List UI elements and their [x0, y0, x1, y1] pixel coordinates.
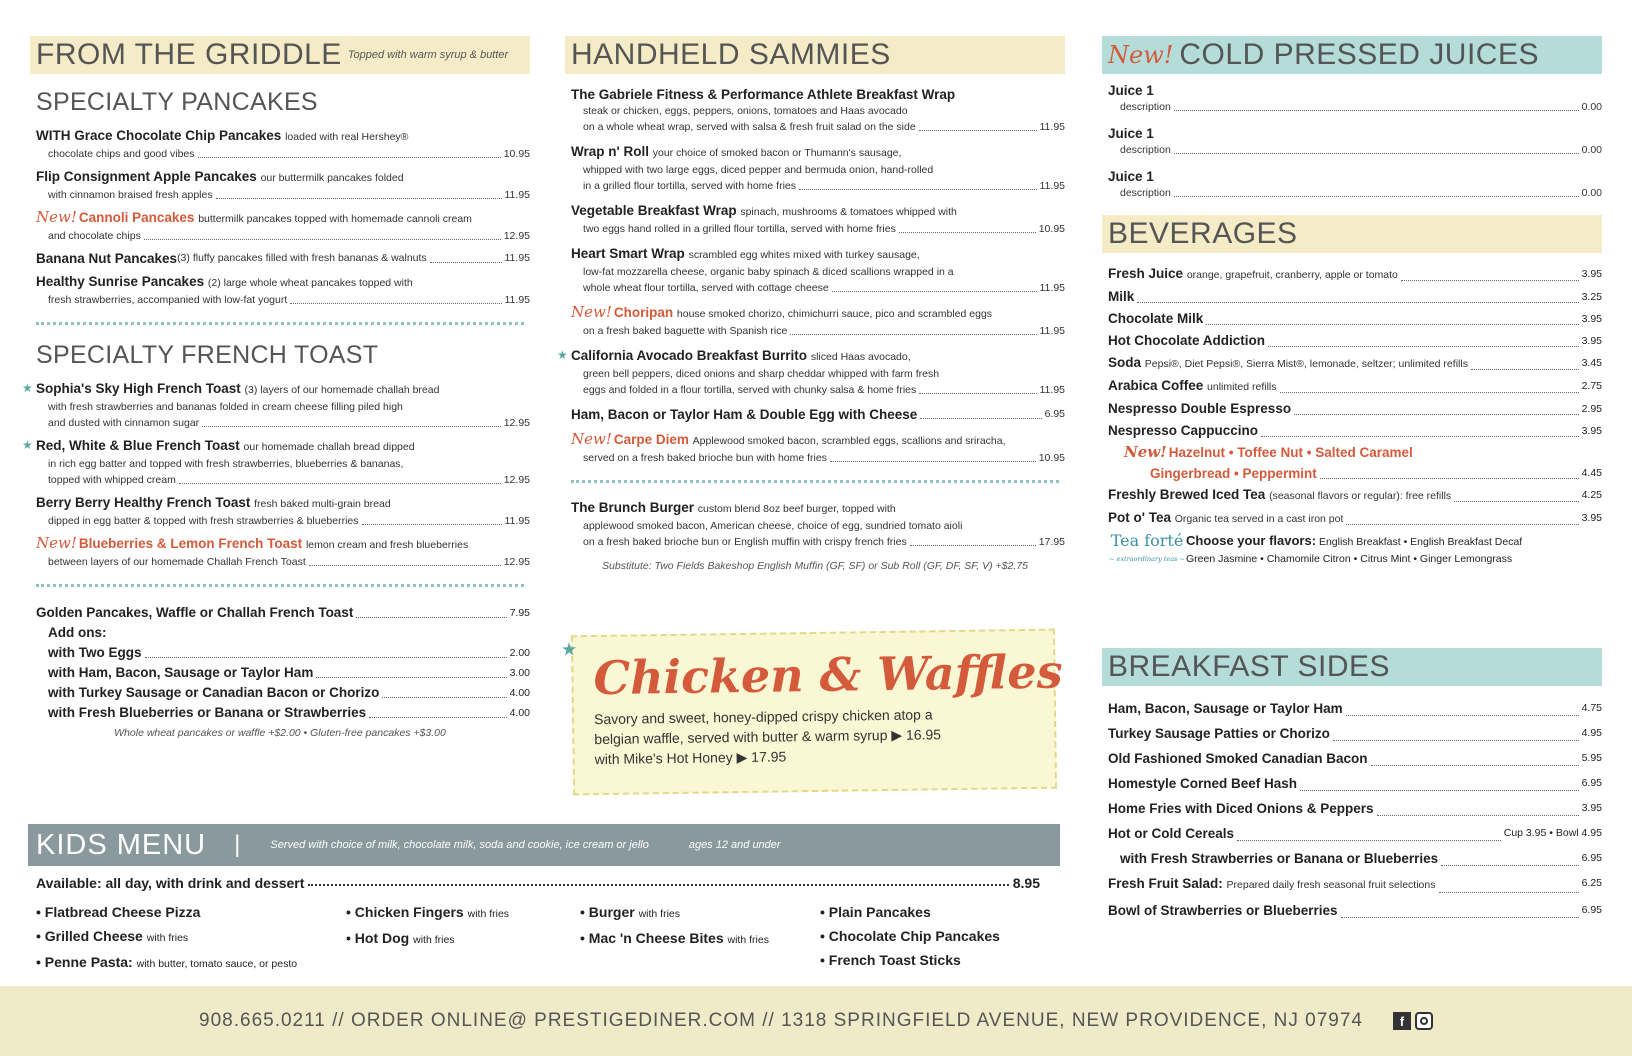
item-name: Vegetable Breakfast Wrap — [571, 203, 737, 218]
menu-item — [1108, 771, 1602, 796]
kids-divider: | — [234, 831, 241, 858]
desc-line: in a grilled flour tortilla, served with home fries 11.95 — [583, 180, 1065, 192]
price: Cup 3.95 • Bowl 4.95 — [1503, 827, 1602, 839]
item-name: Juice 1 — [1108, 169, 1154, 184]
menu-item — [571, 499, 1065, 550]
desc-line: two eggs hand rolled in a grilled flour tortilla, served with home fries 10.95 — [583, 223, 1065, 235]
desc-line: with cinnamon braised fresh apples 11.95 — [48, 189, 530, 201]
griddle-header — [30, 36, 530, 74]
item-name: Wrap n' Roll — [571, 144, 649, 159]
menu-item — [36, 209, 530, 244]
item-name: California Avocado Breakfast Burrito — [571, 348, 808, 363]
chicken-waffles-title: Chicken & Waffles — [593, 644, 1063, 706]
desc-line: low-fat mozzarella cheese, organic baby spinach & diced scallions wrapped in a — [583, 266, 954, 278]
item-name: Turkey Sausage Patties or Chorizo — [1108, 726, 1330, 741]
desc-line: dipped in egg batter & topped with fresh strawberries & blueberries 11.95 — [48, 515, 530, 527]
item-desc: lemon cream and fresh blueberries — [305, 539, 469, 551]
price: 12.95 — [503, 417, 530, 429]
item-desc: Applewood smoked bacon, scrambled eggs, scallions and sriracha, — [692, 435, 1006, 447]
kids-item: • Hot Dog with fries — [346, 930, 455, 946]
desc-line: whole wheat flour tortilla, served with cottage cheese 11.95 — [583, 282, 1065, 294]
item-name: Flip Consignment Apple Pancakes — [36, 169, 257, 184]
price: 2.95 — [1581, 403, 1602, 415]
pancake-list — [30, 127, 530, 308]
instagram-icon[interactable] — [1415, 1012, 1433, 1030]
item-name: Pot o' Tea — [1108, 510, 1171, 525]
desc-line: steak or chicken, eggs, peppers, onions, tomatoes and Haas avocado — [583, 105, 908, 117]
price: 4.95 — [1581, 727, 1602, 739]
menu-item — [1108, 696, 1602, 721]
social-icons — [1393, 1012, 1433, 1030]
item-name: Milk — [1108, 289, 1135, 304]
price: 17.95 — [1038, 536, 1065, 548]
menu-item — [36, 494, 530, 529]
pancakes-title: SPECIALTY PANCAKES — [36, 88, 318, 116]
item-desc: house smoked chorizo, chimichurri sauce, pico and scrambled eggs — [676, 308, 993, 320]
chicken-waffles-desc — [594, 703, 1035, 769]
kids-item: • Mac 'n Cheese Bites with fries — [580, 930, 769, 946]
price: 0.00 — [1581, 144, 1602, 156]
new-label: New! — [36, 535, 77, 552]
tea-forte — [1108, 532, 1602, 568]
price: 4.00 — [509, 707, 530, 719]
kids-item: • French Toast Sticks — [820, 952, 961, 968]
price: 3.95 — [1581, 425, 1602, 437]
menu-item — [571, 431, 1065, 466]
substitute-note: Substitute: Two Fields Bakeshop English Muffin (GF, SF) or Sub Roll (GF, DF, SF, V) +$2.75 — [602, 560, 1028, 572]
menu-item — [1108, 286, 1602, 308]
menu-item — [1108, 398, 1602, 420]
menu-item — [1108, 352, 1602, 375]
menu-item — [36, 168, 530, 203]
kids-price: 8.95 — [1012, 875, 1040, 891]
menu-item — [1108, 420, 1602, 442]
menu-item — [22, 437, 530, 488]
desc-line: topped with whipped cream 12.95 — [48, 474, 530, 486]
price: 6.95 — [1581, 777, 1602, 789]
juices-title: COLD PRESSED JUICES — [1179, 38, 1539, 71]
addon-list — [30, 643, 530, 723]
desc-line: between layers of our homemade Challah French Toast 12.95 — [48, 556, 530, 568]
item-name: The Gabriele Fitness & Performance Athlete Breakfast Wrap — [571, 87, 956, 102]
price: 12.95 — [503, 474, 530, 486]
beverage-list — [1102, 263, 1602, 442]
desc-line: chocolate chips and good vibes 10.95 — [48, 148, 530, 160]
juices-header — [1102, 36, 1602, 74]
golden-item — [36, 603, 530, 623]
juice-item — [1108, 125, 1602, 158]
menu-item — [571, 304, 1065, 339]
chicken-waffles-line2: belgian waffle, served with butter & warm syrup ▶ 16.95 — [594, 726, 942, 748]
price: 3.95 — [1581, 313, 1602, 325]
footer-text: 908.665.0211 // ORDER ONLINE@ PRESTIGEDINER.COM // 1318 SPRINGFIELD AVENUE, NEW PROVIDENCE, NJ 07974 — [199, 1010, 1363, 1031]
item-name: Healthy Sunrise Pancakes — [36, 274, 205, 289]
chicken-waffles-line3: with Mike's Hot Honey ▶ 17.95 — [594, 748, 787, 768]
item-name: Home Fries with Diced Onions & Peppers — [1108, 801, 1374, 816]
price: 3.95 — [1581, 512, 1602, 524]
chicken-waffles-panel — [560, 629, 1063, 796]
item-desc: (2) large whole wheat pancakes topped with — [207, 277, 413, 289]
desc-line: description 0.00 — [1120, 187, 1602, 199]
toast-list — [22, 380, 530, 570]
item-desc: Organic tea served in a cast iron pot — [1174, 513, 1344, 525]
menu-item — [22, 380, 530, 431]
desc-line: applewood smoked bacon, American cheese, choice of egg, sundried tomato aioli — [583, 520, 963, 532]
flavors-price: 4.45 — [1581, 467, 1602, 479]
price: 11.95 — [504, 252, 530, 264]
price: 10.95 — [503, 148, 530, 160]
star-icon: ★ — [22, 438, 33, 452]
griddle-column — [22, 36, 530, 739]
desc-line: description 0.00 — [1120, 144, 1602, 156]
kids-item: • Flatbread Cheese Pizza — [36, 904, 201, 920]
price: 10.95 — [1038, 452, 1065, 464]
item-name: Banana Nut Pancakes — [36, 251, 178, 266]
item-name: Choripan — [613, 305, 674, 320]
item-desc: loaded with real Hershey® — [285, 131, 409, 143]
desc-line: with fresh strawberries and bananas folded in cream cheese filling piled high — [48, 401, 403, 413]
golden-name: Golden Pancakes, Waffle or Challah French Toast — [36, 605, 354, 620]
item-desc: Prepared daily fresh seasonal fruit selections — [1226, 879, 1436, 891]
menu-item — [557, 347, 1065, 398]
item-name: Nespresso Double Espresso — [1108, 401, 1292, 416]
price: 4.00 — [509, 687, 530, 699]
divider — [36, 322, 524, 325]
menu-item — [36, 127, 530, 162]
toast-title: SPECIALTY FRENCH TOAST — [36, 341, 379, 369]
new-label: New! — [36, 209, 77, 226]
sammies-list — [557, 86, 1065, 466]
item-desc: unlimited refills — [1207, 381, 1277, 393]
price: 6.95 — [1581, 904, 1602, 916]
desc-line: in rich egg batter and topped with fresh strawberries, blueberries & bananas, — [48, 458, 404, 470]
item-name: with Fresh Strawberries or Banana or Blueberries — [1120, 851, 1439, 866]
item-desc: scrambled egg whites mixed with turkey sausage, — [688, 249, 920, 261]
menu-item — [1108, 263, 1602, 286]
price: 12.95 — [503, 556, 530, 568]
menu-item — [1108, 330, 1602, 352]
item-desc: sliced Haas avocado, — [810, 351, 911, 363]
addon-item: with Fresh Blueberries or Banana or Strawberries 4.00 — [48, 703, 530, 723]
item-desc: fresh baked multi-grain bread — [254, 498, 391, 510]
price: 3.95 — [1581, 268, 1602, 280]
kids-ages: ages 12 and under — [688, 839, 781, 851]
price: 11.95 — [504, 294, 530, 306]
flavors-line2: Gingerbread • Peppermint — [1150, 466, 1317, 481]
facebook-icon[interactable]: f — [1393, 1012, 1411, 1030]
menu-item — [1108, 721, 1602, 746]
item-name: Juice 1 — [1108, 126, 1154, 141]
item-desc: (3) layers of our homemade challah bread — [244, 384, 440, 396]
tea-forte-logo: Tea forté ~ extraordinary teas ~ — [1109, 531, 1185, 563]
beverages-header — [1102, 215, 1602, 253]
menu-item — [1108, 871, 1602, 898]
price: 3.00 — [509, 667, 530, 679]
kids-availability: Available: all day, with drink and dessert 8.95 — [36, 875, 1040, 891]
menu-item — [571, 406, 1065, 423]
price: 11.95 — [1039, 282, 1065, 294]
sammies-header — [565, 36, 1065, 74]
kids-col-1 — [36, 900, 297, 976]
item-desc: custom blend 8oz beef burger, topped with — [697, 503, 896, 515]
price: 4.75 — [1581, 702, 1602, 714]
menu-item — [1108, 375, 1602, 398]
item-name: Cannoli Pancakes — [78, 210, 195, 225]
flavors-line1: New! Hazelnut • Toffee Nut • Salted Caramel — [1124, 443, 1413, 461]
menu-item — [1108, 308, 1602, 330]
burger-item — [565, 499, 1065, 550]
kids-item: • Chocolate Chip Pancakes — [820, 928, 1000, 944]
item-name: Arabica Coffee — [1108, 378, 1204, 393]
item-desc: Pepsi®, Diet Pepsi®, Sierra Mist®, lemonade, seltzer; unlimited refills — [1144, 358, 1468, 370]
price: 11.95 — [1039, 384, 1065, 396]
item-name: WITH Grace Chocolate Chip Pancakes — [36, 128, 282, 143]
kids-item: • Chicken Fingers with fries — [346, 904, 510, 920]
menu-item — [571, 143, 1065, 194]
item-name: Berry Berry Healthy French Toast — [36, 495, 251, 510]
menu-item — [571, 86, 1065, 135]
addons-title: Add ons: — [48, 625, 107, 640]
price: 11.95 — [504, 515, 530, 527]
item-name: Old Fashioned Smoked Canadian Bacon — [1108, 751, 1368, 766]
sides-title: BREAKFAST SIDES — [1108, 650, 1391, 683]
price: 6.25 — [1581, 877, 1602, 889]
price: 11.95 — [1039, 325, 1065, 337]
item-name: Chocolate Milk — [1108, 311, 1204, 326]
addon-item: with Turkey Sausage or Canadian Bacon or Chorizo 4.00 — [48, 683, 530, 703]
desc-line: served on a fresh baked brioche bun with home fries 10.95 — [583, 452, 1065, 464]
golden-price: 7.95 — [509, 607, 530, 619]
desc-line: whipped with two large eggs, diced pepper and bermuda onion, hand-rolled — [583, 164, 934, 176]
price: 12.95 — [503, 230, 530, 242]
menu-item — [36, 250, 530, 267]
item-desc: spinach, mushrooms & tomatoes whipped with — [740, 206, 957, 218]
item-name: Homestyle Corned Beef Hash — [1108, 776, 1298, 791]
menu-item — [36, 535, 530, 570]
menu-item — [1120, 846, 1602, 871]
price: 6.95 — [1044, 408, 1065, 420]
new-label: New! — [1108, 41, 1174, 69]
item-desc: your choice of smoked bacon or Thumann's sausage, — [652, 147, 902, 159]
item-name: Blueberries & Lemon French Toast — [78, 536, 303, 551]
sammies-title: HANDHELD SAMMIES — [571, 38, 891, 71]
addon-item: with Two Eggs 2.00 — [48, 643, 530, 663]
price: 0.00 — [1581, 101, 1602, 113]
item-desc: orange, grapefruit, cranberry, apple or tomato — [1186, 269, 1398, 281]
menu-item — [1108, 898, 1602, 923]
price: 5.95 — [1581, 752, 1602, 764]
price: 2.00 — [509, 647, 530, 659]
item-desc: (seasonal flavors or regular): free refills — [1269, 490, 1452, 502]
sides-list — [1102, 696, 1602, 923]
item-name: Carpe Diem — [613, 432, 689, 447]
item-name: Heart Smart Wrap — [571, 246, 685, 261]
kids-item: • Burger with fries — [580, 904, 681, 920]
juice-list — [1102, 82, 1602, 201]
kids-col-3 — [580, 900, 769, 952]
kids-col-4 — [820, 900, 1000, 972]
kids-item: • Grilled Cheese with fries — [36, 928, 189, 944]
price: 3.45 — [1581, 357, 1602, 369]
item-name: Fresh Juice — [1108, 266, 1184, 281]
item-name: Hot Chocolate Addiction — [1108, 333, 1265, 348]
menu-item — [1108, 746, 1602, 771]
beverage-list-2 — [1102, 484, 1602, 530]
kids-item: • Penne Pasta: with butter, tomato sauce, or pesto — [36, 954, 298, 970]
item-name: Nespresso Cappuccino — [1108, 423, 1259, 438]
item-name: Ham, Bacon or Taylor Ham & Double Egg with Cheese — [571, 407, 918, 422]
item-name: Red, White & Blue French Toast — [36, 438, 240, 453]
item-desc: (3) fluffy pancakes filled with fresh bananas & walnuts — [177, 252, 427, 264]
juice-item — [1108, 82, 1602, 115]
star-icon: ★ — [557, 348, 568, 362]
addon-item: with Ham, Bacon, Sausage or Taylor Ham 3.00 — [48, 663, 530, 683]
desc-line: eggs and folded in a flour tortilla, served with chunky salsa & home fries 11.95 — [583, 384, 1065, 396]
price: 10.95 — [1038, 223, 1065, 235]
item-name: Freshly Brewed Iced Tea — [1108, 487, 1266, 502]
kids-item: • Plain Pancakes — [820, 904, 931, 920]
sides-header — [1102, 648, 1602, 686]
item-name: Ham, Bacon, Sausage or Taylor Ham — [1108, 701, 1343, 716]
price: 11.95 — [504, 189, 530, 201]
desc-line: on a whole wheat wrap, served with salsa & fresh fruit salad on the side 11.95 — [583, 121, 1065, 133]
menu-item — [571, 202, 1065, 237]
tea-flavors: Choose your flavors: English Breakfast • English Breakfast Decaf Green Jasmine • Chamomile Citron • Citrus Mint • Ginger Lemongrass — [1186, 533, 1523, 565]
item-name: Fresh Fruit Salad: — [1108, 876, 1223, 891]
item-desc: our homemade challah bread dipped — [243, 441, 415, 453]
price: 3.95 — [1581, 335, 1602, 347]
item-name: Soda — [1108, 355, 1142, 370]
kids-note: Served with choice of milk, chocolate milk, soda and cookie, ice cream or jello — [270, 839, 649, 851]
price: 0.00 — [1581, 187, 1602, 199]
price: 2.75 — [1581, 380, 1602, 392]
price: 4.25 — [1581, 489, 1602, 501]
desc-line: green bell peppers, diced onions and sharp cheddar whipped with farm fresh — [583, 368, 940, 380]
star-icon: ★ — [22, 381, 33, 395]
new-label: New! — [571, 431, 612, 448]
footer — [0, 986, 1632, 1056]
griddle-note: Whole wheat pancakes or waffle +$2.00 • Gluten-free pancakes +$3.00 — [114, 727, 446, 739]
item-name: Juice 1 — [1108, 83, 1154, 98]
griddle-title: FROM THE GRIDDLE — [36, 38, 342, 71]
item-name: The Brunch Burger — [571, 500, 695, 515]
desc-line: description 0.00 — [1120, 101, 1602, 113]
divider — [36, 584, 524, 587]
kids-header — [28, 824, 1060, 866]
desc-line: on a fresh baked baguette with Spanish rice 11.95 — [583, 325, 1065, 337]
price: 11.95 — [1039, 121, 1065, 133]
sammies-column — [557, 36, 1065, 572]
star-icon: ★ — [560, 639, 578, 660]
menu-item — [36, 273, 530, 308]
menu-item — [1108, 507, 1602, 530]
kids-col-2 — [346, 900, 509, 952]
item-name: Sophia's Sky High French Toast — [36, 381, 241, 396]
desc-line: fresh strawberries, accompanied with low-fat yogurt 11.95 — [48, 294, 530, 306]
menu-item — [1108, 484, 1602, 507]
divider — [571, 480, 1059, 483]
item-name: Bowl of Strawberries or Blueberries — [1108, 903, 1338, 918]
juice-item — [1108, 168, 1602, 201]
menu-item — [1108, 796, 1602, 821]
price: 6.95 — [1581, 852, 1602, 864]
price: 3.25 — [1581, 291, 1602, 303]
item-desc: our buttermilk pancakes folded — [260, 172, 404, 184]
flavor-row — [1120, 442, 1602, 463]
item-desc: buttermilk pancakes topped with homemade cannoli cream — [198, 213, 472, 225]
chicken-waffles-line1: Savory and sweet, honey-dipped crispy chicken atop a — [593, 706, 933, 728]
new-label: New! — [571, 304, 612, 321]
griddle-tagline: Topped with warm syrup & butter — [347, 49, 509, 61]
desc-line: on a fresh baked brioche bun or English muffin with crispy french fries 17.95 — [583, 536, 1065, 548]
kids-title: KIDS MENU — [36, 828, 207, 861]
menu-item — [1108, 821, 1602, 846]
beverages-title: BEVERAGES — [1108, 217, 1298, 250]
desc-line: and chocolate chips 12.95 — [48, 230, 530, 242]
menu-item — [571, 245, 1065, 296]
flavor-row-2 — [1146, 463, 1602, 484]
item-name: Hot or Cold Cereals — [1108, 826, 1235, 841]
drinks-column — [1102, 36, 1602, 923]
price: 3.95 — [1581, 802, 1602, 814]
price: 11.95 — [1039, 180, 1065, 192]
desc-line: and dusted with cinnamon sugar 12.95 — [48, 417, 530, 429]
